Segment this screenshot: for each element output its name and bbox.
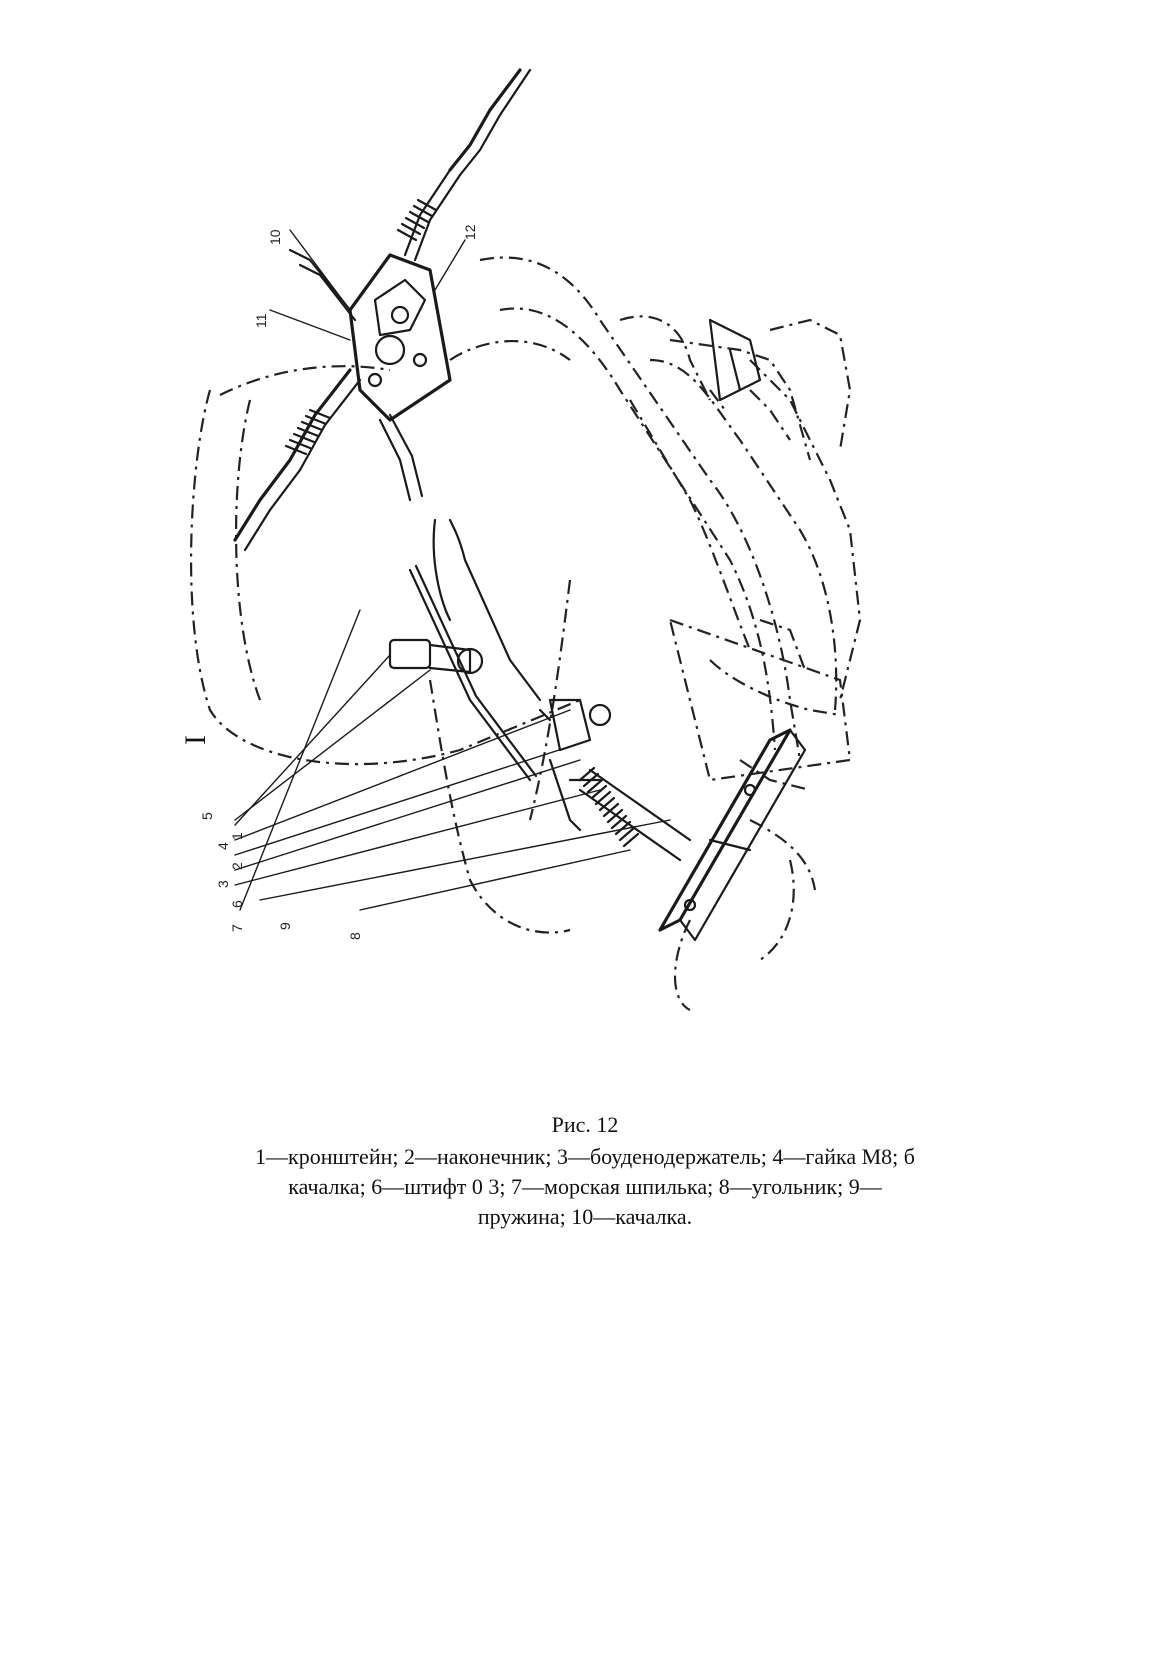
roman-label: I xyxy=(179,735,212,745)
housing-outline xyxy=(191,258,860,933)
caption-legend-line-1: 1—кронштейн; 2—наконечник; 3—боуденодержатель; 4—гайка М8; б xyxy=(255,1144,915,1169)
callout-1: 1 xyxy=(229,832,245,840)
callout-2: 2 xyxy=(229,862,245,870)
callout-12: 12 xyxy=(462,224,478,240)
upper-bracket xyxy=(710,320,760,400)
technical-drawing xyxy=(150,60,1050,1080)
caption-legend-line-3: пружина; 10—качалка. xyxy=(477,1204,693,1229)
callout-3: 3 xyxy=(215,880,231,888)
rib-panel xyxy=(670,620,850,1010)
callout-10: 10 xyxy=(267,229,283,245)
mechanism-diagram xyxy=(150,60,1050,1080)
callout-8: 8 xyxy=(347,932,363,940)
caption-legend-line-2: качалка; 6—штифт 0 3; 7—морская шпилька; 8—угольник; 9— xyxy=(288,1174,882,1199)
callout-5: 5 xyxy=(199,812,215,820)
callout-6: 6 xyxy=(229,900,245,908)
callout-4: 4 xyxy=(215,842,231,850)
pivot-bolt xyxy=(390,640,482,673)
callout-11: 11 xyxy=(253,313,269,328)
control-bracket xyxy=(290,250,450,420)
cable-left xyxy=(235,370,422,550)
lower-rocker xyxy=(540,700,690,860)
callout-9: 9 xyxy=(277,922,293,930)
caption-title: Рис. 12 xyxy=(551,1112,619,1137)
callout-7: 7 xyxy=(229,924,245,932)
figure-caption xyxy=(160,1110,1010,1232)
